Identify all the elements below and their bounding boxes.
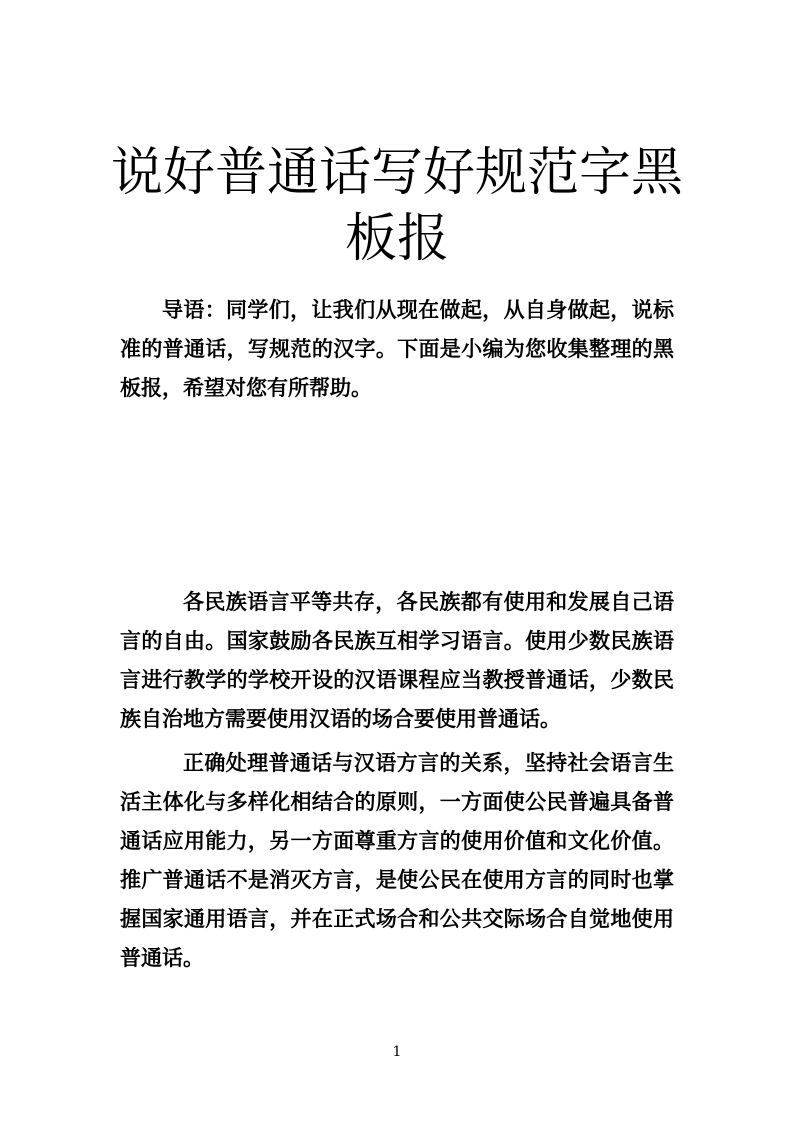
page-number: 1 xyxy=(392,1044,402,1060)
body-paragraph-2: 正确处理普通话与汉语方言的关系，坚持社会语言生活主体化与多样化相结合的原则，一方面使公民普遍具备普通话应用能力，另一方面尊重方言的使用价值和文化价值。推广普通话不是消灭方言，是使公民在使用方言的同时也掌握国家通用语言，并在正式场合和公共交际场合自觉地使用普通话。 xyxy=(120,750,674,970)
document-title: 说好普通话写好规范字黑板报 xyxy=(110,143,683,269)
intro-paragraph: 导语：同学们，让我们从现在做起，从自身做起，说标准的普通话，写规范的汉字。下面是小编为您收集整理的黑板报，希望对您有所帮助。 xyxy=(120,297,674,400)
body-paragraph-1: 各民族语言平等共存，各民族都有使用和发展自己语言的自由。国家鼓励各民族互相学习语言。使用少数民族语言进行教学的学校开设的汉语课程应当教授普通话，少数民族自治地方需要使用汉语的场合要使用普通话。 xyxy=(120,589,674,731)
